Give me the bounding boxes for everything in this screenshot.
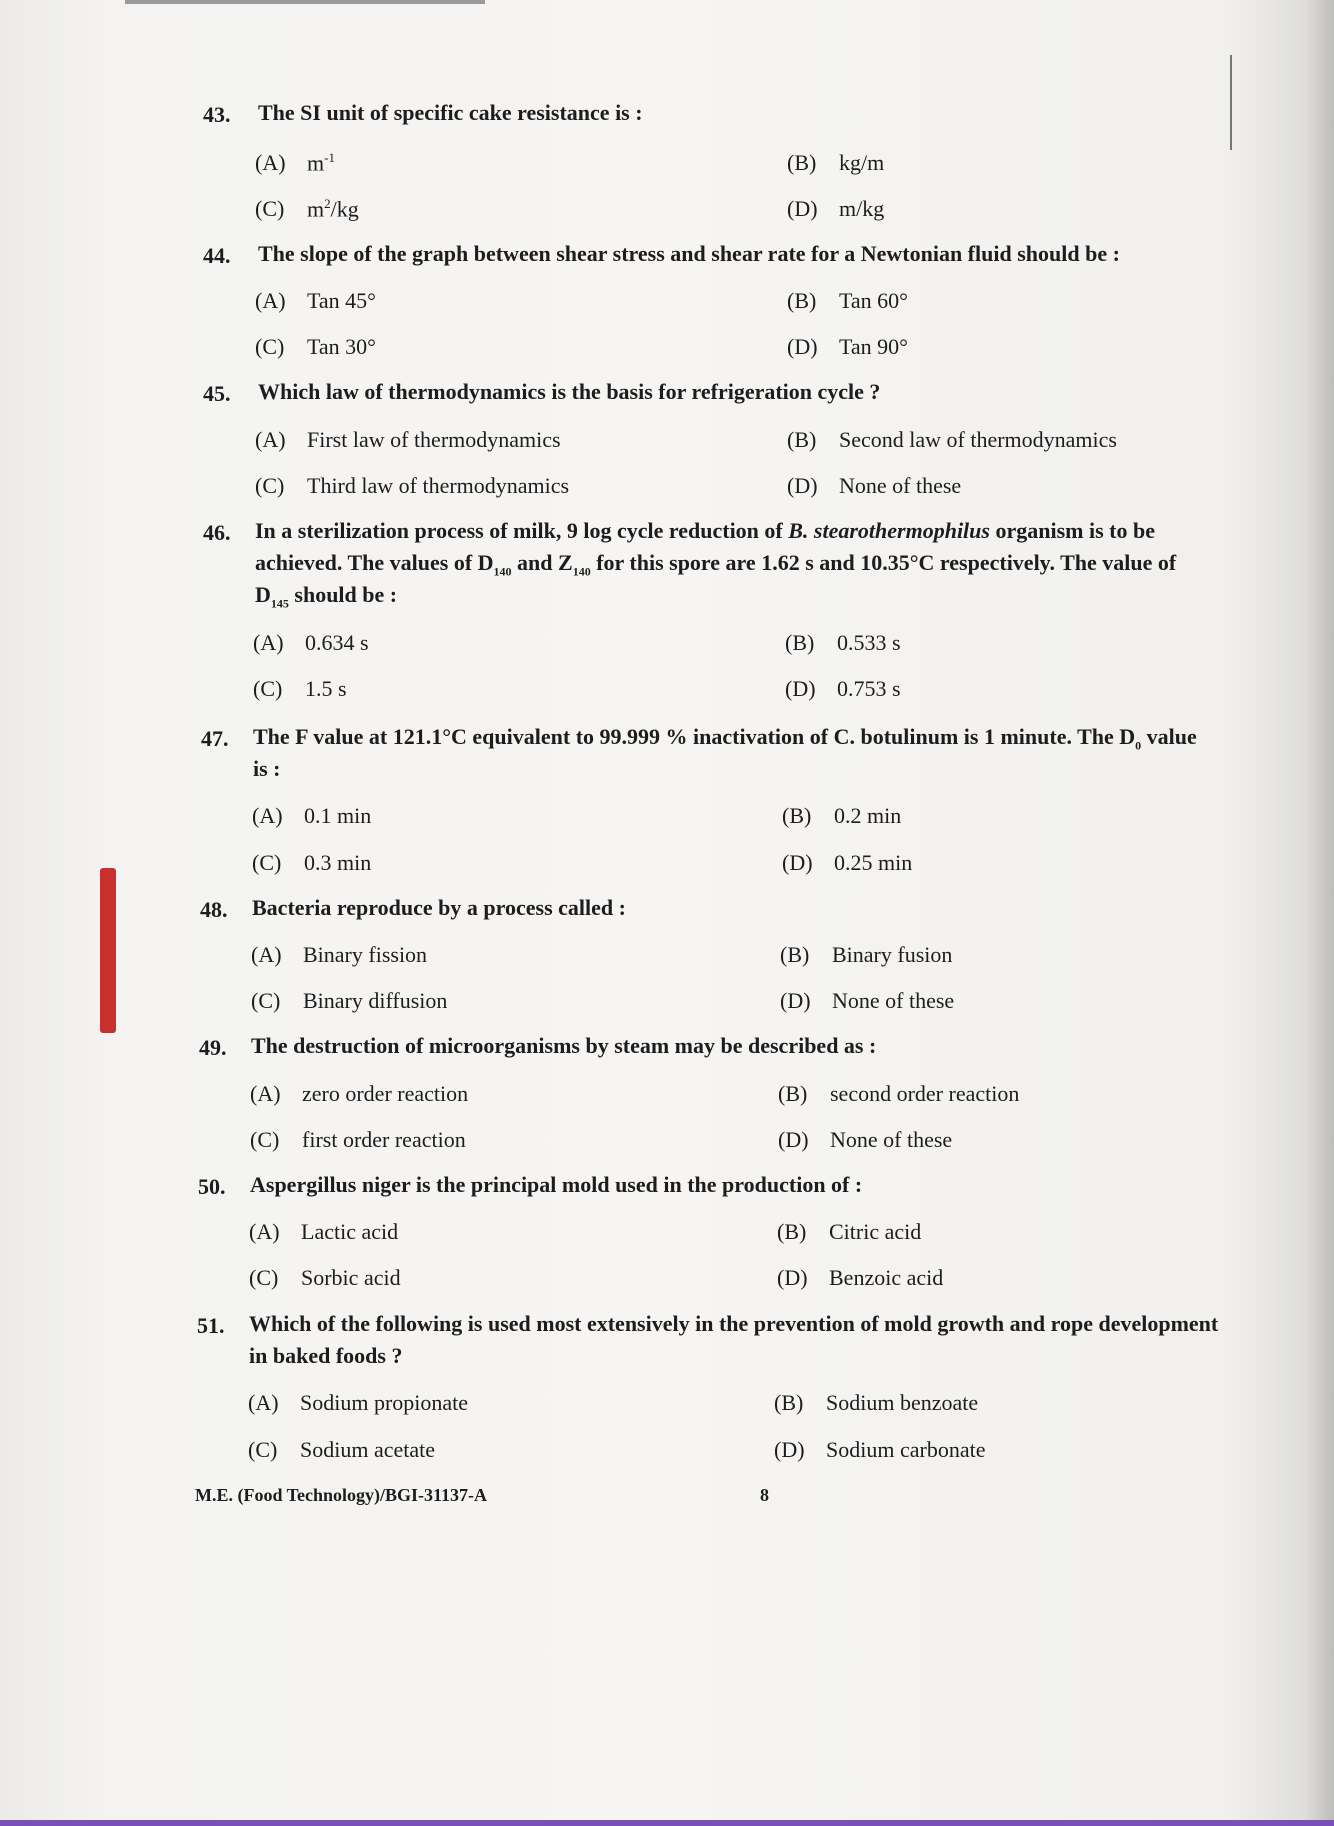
- question-number: 51.: [197, 1313, 225, 1338]
- option-a: (A) zero order reaction: [250, 1081, 469, 1106]
- binding-mark: [100, 868, 116, 1033]
- option-c: (C) Binary diffusion: [251, 988, 448, 1013]
- question-number: 47.: [201, 726, 229, 751]
- question-text-line-2: in baked foods ?: [249, 1343, 403, 1368]
- option-a: (A) Lactic acid: [249, 1219, 399, 1244]
- option-d: (D) Benzoic acid: [777, 1265, 944, 1290]
- question-text: The slope of the graph between shear stress and shear rate for a Newtonian fluid should be :: [258, 241, 1120, 266]
- option-d: (D) 0.753 s: [785, 676, 901, 701]
- question-text-line-3: $D_{145}$ should be :: [255, 582, 398, 611]
- question-text-line-1: In a sterilization process of milk, 9 log cycle reduction of B. stearothermophilus organism is to be: [255, 518, 1155, 543]
- footer-code: M.E. (Food Technology)/BGI-31137-A: [195, 1485, 488, 1505]
- question-number: 48.: [200, 897, 228, 922]
- question-number: 46.: [203, 520, 231, 545]
- option-a: (A) First law of thermodynamics: [255, 427, 561, 452]
- option-c: (C) 0.3 min: [252, 850, 372, 875]
- option-d: (D) 0.25 min: [782, 850, 913, 875]
- option-b: (B) Second law of thermodynamics: [787, 427, 1117, 452]
- option-b: (B) second order reaction: [778, 1081, 1020, 1106]
- question-text: Which law of thermodynamics is the basis for refrigeration cycle ?: [258, 379, 881, 404]
- option-d: (D) None of these: [778, 1127, 953, 1152]
- page-number: 8: [760, 1485, 769, 1505]
- question-text: Bacteria reproduce by a process called :: [252, 895, 626, 920]
- question-number: 44.: [203, 243, 231, 268]
- option-a: (A) 0.634 s: [253, 630, 369, 655]
- option-c: (C) first order reaction: [250, 1127, 466, 1152]
- option-b: (B) Binary fusion: [780, 942, 953, 967]
- option-b: (B) Sodium benzoate: [774, 1390, 979, 1415]
- question-text-line-1: Which of the following is used most extensively in the prevention of mold growth and rope development: [249, 1311, 1219, 1336]
- question-number: 50.: [198, 1174, 226, 1199]
- option-c: (C) Sorbic acid: [249, 1265, 401, 1290]
- question-text: Aspergillus niger is the principal mold used in the production of :: [250, 1172, 863, 1197]
- pen-mark: [1230, 55, 1232, 150]
- option-b: (B) 0.533 s: [785, 630, 901, 655]
- option-d: (D) Tan 90°: [787, 334, 908, 359]
- option-b: (B) Tan 60°: [787, 288, 908, 313]
- option-c: (C) $m^2/kg$: [255, 196, 359, 222]
- top-rule: [125, 0, 485, 4]
- option-a: (A) $m^{-1}$: [255, 150, 335, 176]
- bottom-band: [0, 1820, 1334, 1826]
- option-a: (A) Binary fission: [251, 942, 428, 967]
- question-text: The destruction of microorganisms by steam may be described as :: [251, 1033, 877, 1058]
- option-c: (C) Sodium acetate: [248, 1437, 436, 1462]
- option-c: (C) Tan 30°: [255, 334, 376, 359]
- question-text-line-2: is :: [253, 756, 281, 781]
- option-c: (C) 1.5 s: [253, 676, 347, 701]
- question-text: The SI unit of specific cake resistance is :: [258, 100, 643, 125]
- question-text-line-1: The F value at 121.1°C equivalent to 99.999 % inactivation of C. botulinum is 1 minute. The $D_0$ value: [253, 724, 1197, 753]
- option-a: (A) Sodium propionate: [248, 1390, 469, 1415]
- question-number: 45.: [203, 381, 231, 406]
- question-number: 49.: [199, 1035, 227, 1060]
- page-edge-shadow: [1304, 0, 1334, 1826]
- option-a: (A) Tan 45°: [255, 288, 376, 313]
- option-c: (C) Third law of thermodynamics: [255, 473, 570, 498]
- option-a: (A) 0.1 min: [252, 803, 372, 828]
- option-d: (D) m/kg: [787, 196, 885, 221]
- question-text-line-2: achieved. The values of $D_{140}$ and $Z_{140}$ for this spore are 1.62 s and 10.35°C respectively. The value of: [255, 550, 1177, 579]
- option-b: (B) kg/m: [787, 150, 885, 175]
- option-d: (D) None of these: [780, 988, 955, 1013]
- option-d: (D) Sodium carbonate: [774, 1437, 986, 1462]
- option-b: (B) Citric acid: [777, 1219, 922, 1244]
- question-number: 43.: [203, 102, 231, 127]
- option-d: (D) None of these: [787, 473, 962, 498]
- option-b: (B) 0.2 min: [782, 803, 902, 828]
